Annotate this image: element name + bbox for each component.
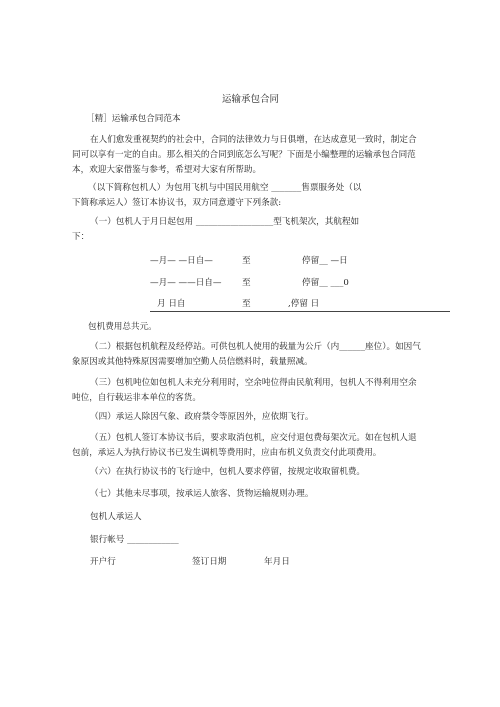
year-month-day-label: 年月日 bbox=[264, 557, 290, 567]
clause-5: （五）包机人签订本协议书后，要求取消包机，应交付退包费每架次元。如在包机人退包前，承运人为执行协议书已发生调机等费用时，应由布机义负责交付此项费用。 bbox=[72, 433, 417, 458]
party-line-2: 下简称承运人）签订本协议书，双方同意遵守下列条款: bbox=[72, 198, 282, 208]
schedule-row-1-to: 至 bbox=[242, 256, 251, 266]
party-line-1: （以下简称包机人）为包用飞机与中国民用航空 _______售票服务处（以 bbox=[88, 183, 362, 193]
schedule-row-3 bbox=[150, 299, 450, 312]
schedule-row-2-date: —月— ——日自— bbox=[150, 278, 222, 288]
schedule-row-3-to: 至 bbox=[242, 299, 251, 309]
bank-name-label: 开户行 bbox=[90, 557, 116, 567]
bank-account-field: 银行帐号 ____________ bbox=[90, 535, 179, 545]
schedule-row-3-stay: ,停留 日 bbox=[288, 299, 320, 309]
clause-1-line-1: （一）包机人于月日起包用 __________________型飞机架次，其航程如 bbox=[90, 217, 360, 227]
clause-4: （四）承运人除因气象、政府禁令等原因外，应依期飞行。 bbox=[90, 412, 314, 422]
document-subtitle: ［精］运输承包合同范本 bbox=[86, 114, 181, 124]
signature-parties: 包机人承运人 bbox=[90, 512, 142, 522]
clause-1-line-2: 下： bbox=[72, 232, 90, 242]
schedule-row-1-stay: 停留__ —日 bbox=[302, 256, 348, 266]
intro-paragraph: 在人们愈发重视契约的社会中，合同的法律效力与日俱增，在达成意见一致时，制定合同可以享有一定的自由。那么相关的合同到底怎么写呢？下面是小编整理的运输承包合同范本，欢迎大家借鉴与参考，希望对大家有所帮助。 bbox=[72, 135, 417, 175]
schedule-row-2-to: 至 bbox=[242, 278, 251, 288]
sign-date-label: 签订日期 bbox=[192, 557, 227, 567]
clause-2: （二）根据包机航程及经停站。可供包机人使用的载量为公斤（内______座位）。如因气象原因或其他特殊原因需要增加空勤人员信燃料时，载量照减。 bbox=[72, 342, 421, 367]
schedule-row-3-date: 月 日自 bbox=[157, 299, 186, 309]
clause-6: （六）在执行协议书的飞行途中，包机人要求停留，按规定收取留机费。 bbox=[90, 467, 366, 477]
schedule-row-1-date: —月— —日自— bbox=[150, 256, 213, 266]
fee-line: 包机费用总共元。 bbox=[88, 322, 157, 332]
document-title: 运输承包合同 bbox=[222, 94, 280, 105]
schedule-row-2-stay: 停留__ ___0 bbox=[302, 278, 349, 288]
clause-3: （三）包机吨位如包机人未充分利用时，空余吨位得由民航利用，包机人不得利用空余吨位，自行载运非本单位的客货。 bbox=[72, 378, 417, 403]
clause-7: （七）其他未尽事项，按承运人旅客、货物运输规则办理。 bbox=[90, 489, 314, 499]
